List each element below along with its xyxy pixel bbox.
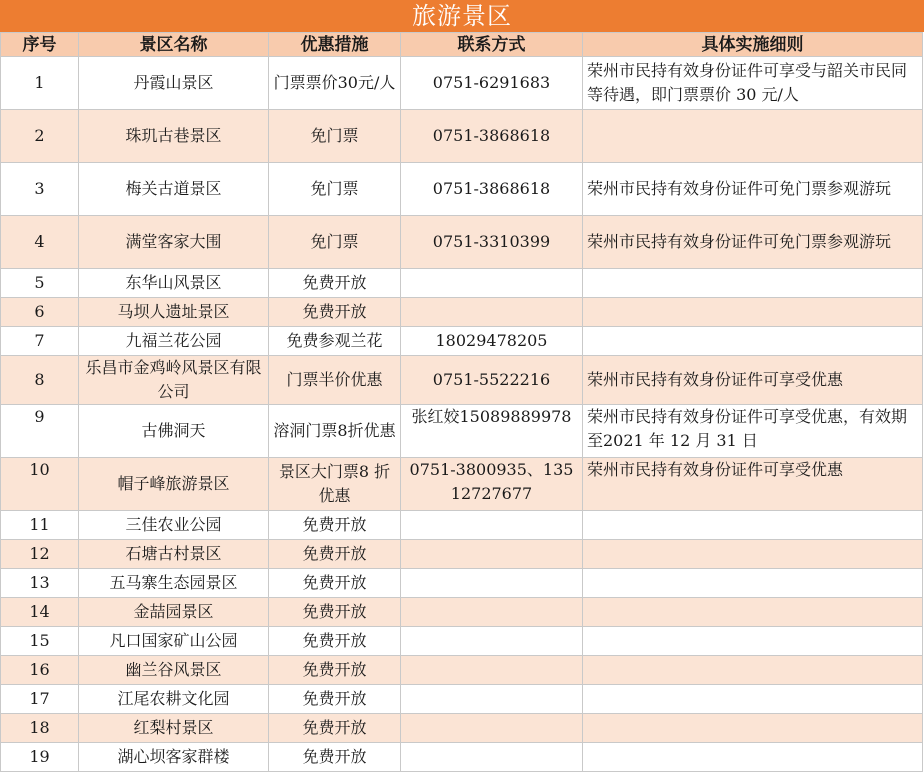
cell-detail[interactable]: 荣州市民持有效身份证件可享受优惠，有效期至2021 年 12 月 31 日 <box>583 405 923 458</box>
cell-seq-no[interactable]: 19 <box>1 743 79 772</box>
cell-contact[interactable] <box>401 540 583 569</box>
cell-contact[interactable]: 0751-6291683 <box>401 57 583 110</box>
cell-seq-no[interactable]: 1 <box>1 57 79 110</box>
cell-detail[interactable] <box>583 327 923 356</box>
cell-detail[interactable] <box>583 627 923 656</box>
table-row <box>1 405 923 458</box>
cell-contact[interactable] <box>401 627 583 656</box>
cell-detail[interactable] <box>583 743 923 772</box>
cell-offer[interactable]: 免费开放 <box>269 627 401 656</box>
table-title: 旅游景区 <box>0 0 924 33</box>
cell-detail[interactable]: 荣州市民持有效身份证件可享受优惠 <box>583 356 923 405</box>
cell-offer[interactable]: 免费开放 <box>269 598 401 627</box>
cell-scenic-name[interactable]: 红梨村景区 <box>79 714 269 743</box>
cell-seq-no[interactable]: 13 <box>1 569 79 598</box>
cell-seq-no[interactable]: 17 <box>1 685 79 714</box>
cell-scenic-name[interactable]: 古佛洞天 <box>79 405 269 458</box>
cell-seq-no[interactable]: 14 <box>1 598 79 627</box>
cell-offer[interactable]: 免费开放 <box>269 569 401 598</box>
cell-contact[interactable]: 0751-5522216 <box>401 356 583 405</box>
cell-offer[interactable]: 免门票 <box>269 163 401 216</box>
cell-contact[interactable] <box>401 685 583 714</box>
scenic-spots-table <box>0 32 923 772</box>
cell-scenic-name[interactable]: 三佳农业公园 <box>79 511 269 540</box>
cell-seq-no[interactable]: 3 <box>1 163 79 216</box>
cell-detail[interactable]: 荣州市民持有效身份证件可免门票参观游玩 <box>583 216 923 269</box>
cell-seq-no[interactable]: 9 <box>1 405 79 458</box>
cell-detail[interactable] <box>583 598 923 627</box>
cell-contact[interactable] <box>401 298 583 327</box>
cell-offer[interactable]: 免费开放 <box>269 269 401 298</box>
table-row <box>1 569 923 598</box>
cell-seq-no[interactable]: 6 <box>1 298 79 327</box>
cell-contact[interactable] <box>401 511 583 540</box>
cell-scenic-name[interactable]: 丹霞山景区 <box>79 57 269 110</box>
cell-scenic-name[interactable]: 帽子峰旅游景区 <box>79 458 269 511</box>
cell-detail[interactable] <box>583 511 923 540</box>
cell-seq-no[interactable]: 8 <box>1 356 79 405</box>
table-row <box>1 458 923 511</box>
table-row <box>1 110 923 163</box>
cell-offer[interactable]: 免费开放 <box>269 540 401 569</box>
cell-detail[interactable]: 荣州市民持有效身份证件可享受优惠 <box>583 458 923 511</box>
cell-contact[interactable] <box>401 656 583 685</box>
cell-offer[interactable]: 免费开放 <box>269 714 401 743</box>
cell-detail[interactable] <box>583 540 923 569</box>
table-row <box>1 269 923 298</box>
column-header-no[interactable]: 序号 <box>1 33 79 57</box>
cell-contact[interactable] <box>401 598 583 627</box>
cell-seq-no[interactable]: 15 <box>1 627 79 656</box>
cell-detail[interactable] <box>583 569 923 598</box>
cell-scenic-name[interactable]: 五马寨生态园景区 <box>79 569 269 598</box>
cell-detail[interactable] <box>583 110 923 163</box>
table-row <box>1 356 923 405</box>
cell-contact[interactable]: 0751-3868618 <box>401 163 583 216</box>
cell-detail[interactable]: 荣州市民持有效身份证件可享受与韶关市民同等待遇，即门票票价 30 元/人 <box>583 57 923 110</box>
column-header-contact[interactable]: 联系方式 <box>401 33 583 57</box>
cell-scenic-name[interactable]: 金喆园景区 <box>79 598 269 627</box>
column-header-name[interactable]: 景区名称 <box>79 33 269 57</box>
cell-scenic-name[interactable]: 乐昌市金鸡岭风景区有限公司 <box>79 356 269 405</box>
column-header-offer[interactable]: 优惠措施 <box>269 33 401 57</box>
table-row <box>1 327 923 356</box>
cell-offer[interactable]: 溶洞门票8折优惠 <box>269 405 401 458</box>
cell-contact[interactable] <box>401 743 583 772</box>
cell-seq-no[interactable]: 10 <box>1 458 79 511</box>
cell-seq-no[interactable]: 11 <box>1 511 79 540</box>
cell-scenic-name[interactable]: 湖心坝客家群楼 <box>79 743 269 772</box>
table-row <box>1 714 923 743</box>
cell-scenic-name[interactable]: 珠玑古巷景区 <box>79 110 269 163</box>
table-row <box>1 685 923 714</box>
cell-contact[interactable]: 张红姣15089889978 <box>401 405 583 458</box>
header-row <box>1 33 923 57</box>
cell-offer[interactable]: 景区大门票8 折优惠 <box>269 458 401 511</box>
cell-offer[interactable]: 免费开放 <box>269 743 401 772</box>
cell-contact[interactable]: 18029478205 <box>401 327 583 356</box>
column-header-detail[interactable]: 具体实施细则 <box>583 33 923 57</box>
cell-detail[interactable]: 荣州市民持有效身份证件可免门票参观游玩 <box>583 163 923 216</box>
cell-offer[interactable]: 门票票价30元/人 <box>269 57 401 110</box>
cell-offer[interactable]: 免费开放 <box>269 298 401 327</box>
cell-contact[interactable]: 0751-3800935、13512727677 <box>401 458 583 511</box>
cell-scenic-name[interactable]: 满堂客家大围 <box>79 216 269 269</box>
cell-scenic-name[interactable]: 凡口国家矿山公园 <box>79 627 269 656</box>
table-row <box>1 511 923 540</box>
cell-seq-no[interactable]: 4 <box>1 216 79 269</box>
cell-seq-no[interactable]: 2 <box>1 110 79 163</box>
cell-seq-no[interactable]: 18 <box>1 714 79 743</box>
table-row <box>1 540 923 569</box>
cell-offer[interactable]: 免费开放 <box>269 656 401 685</box>
cell-offer[interactable]: 免门票 <box>269 216 401 269</box>
cell-offer[interactable]: 免门票 <box>269 110 401 163</box>
cell-scenic-name[interactable]: 梅关古道景区 <box>79 163 269 216</box>
cell-seq-no[interactable]: 16 <box>1 656 79 685</box>
table-row <box>1 57 923 110</box>
cell-offer[interactable]: 免费开放 <box>269 511 401 540</box>
cell-contact[interactable] <box>401 269 583 298</box>
cell-offer[interactable]: 门票半价优惠 <box>269 356 401 405</box>
table-row <box>1 298 923 327</box>
cell-contact[interactable]: 0751-3310399 <box>401 216 583 269</box>
cell-scenic-name[interactable]: 马坝人遗址景区 <box>79 298 269 327</box>
cell-seq-no[interactable]: 5 <box>1 269 79 298</box>
cell-detail[interactable] <box>583 656 923 685</box>
cell-offer[interactable]: 免费开放 <box>269 685 401 714</box>
cell-detail[interactable] <box>583 714 923 743</box>
table-row <box>1 743 923 772</box>
cell-contact[interactable]: 0751-3868618 <box>401 110 583 163</box>
table-row <box>1 598 923 627</box>
cell-seq-no[interactable]: 7 <box>1 327 79 356</box>
cell-contact[interactable] <box>401 714 583 743</box>
cell-contact[interactable] <box>401 569 583 598</box>
cell-detail[interactable] <box>583 685 923 714</box>
cell-offer[interactable]: 免费参观兰花 <box>269 327 401 356</box>
cell-scenic-name[interactable]: 九福兰花公园 <box>79 327 269 356</box>
table-row <box>1 656 923 685</box>
table-row <box>1 216 923 269</box>
table-row <box>1 627 923 656</box>
table-row <box>1 163 923 216</box>
cell-detail[interactable] <box>583 269 923 298</box>
cell-scenic-name[interactable]: 东华山风景区 <box>79 269 269 298</box>
cell-seq-no[interactable]: 12 <box>1 540 79 569</box>
cell-scenic-name[interactable]: 石塘古村景区 <box>79 540 269 569</box>
cell-scenic-name[interactable]: 幽兰谷风景区 <box>79 656 269 685</box>
cell-scenic-name[interactable]: 江尾农耕文化园 <box>79 685 269 714</box>
cell-detail[interactable] <box>583 298 923 327</box>
